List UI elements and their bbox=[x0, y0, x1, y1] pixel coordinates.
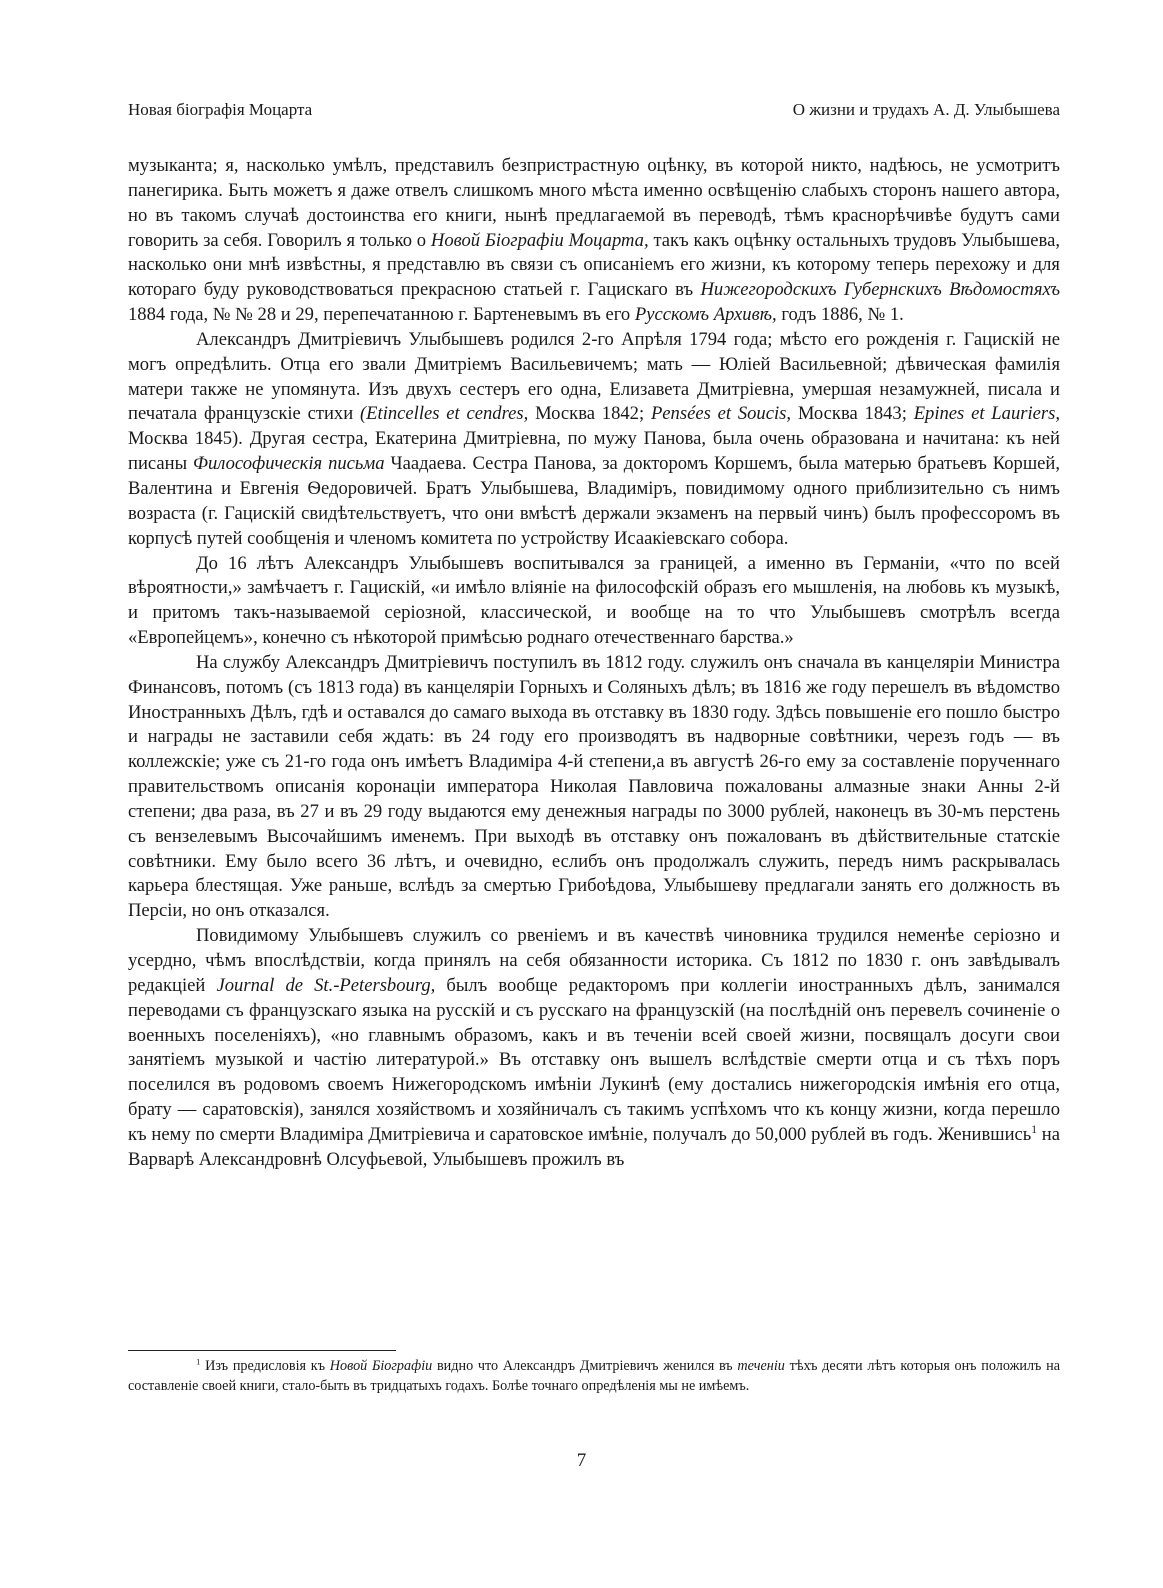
text-run: былъ вообще редакторомъ при коллегіи иностранныхъ дѣлъ, занимался переводами съ французскаго языка на русскій и съ русскаго на французскій (на послѣдній онъ перевелъ сочиненіе о военныхъ поселеніяхъ), «но главнымъ образомъ, какъ и въ теченіи всей своей жизни, посвящалъ досуги свои занятіемъ музыкой и частію литературой.» Въ отставку онъ вышелъ вслѣдствіе смерти отца и съ тѣхъ поръ поселился въ родовомъ своемъ Нижегородскомъ имѣніи Лукинѣ (ему достались нижегородскія имѣнія его отца, брату — саратовскія), занялся хозяйствомъ и хозяйничалъ съ такимъ успѣхомъ что къ концу жизни, когда перешло къ нему по смерти Владиміра Дмитріевича и саратовское имѣніе, получалъ до 50,000 рублей въ годъ. Женившись bbox=[128, 974, 1060, 1145]
text-run: тѣхъ десяти лѣтъ которыя онъ положилъ на составленіе своей книги, стало-быть въ тридцатыхъ годахъ. Болѣе точнаго опредѣленія мы не имѣемъ. bbox=[128, 1358, 1061, 1394]
text-run: годъ 1886, № 1. bbox=[776, 304, 904, 326]
italic-title-etincelles: (Etincelles et cendres, bbox=[359, 403, 529, 425]
paragraph-4: На службу Александръ Дмитріевичъ поступилъ въ 1812 году. служилъ онъ сначала въ канцеляріи Министра Финансовъ, потомъ (съ 1813 года) въ канцеляріи Горныхъ и Соляныхъ дѣлъ; въ 1816 же году перешелъ въ вѣдомство Иностранныхъ Дѣлъ, гдѣ и оставался до самаго выхода въ отставку въ 1830 году. Здѣсь повышеніе его пошло быстро и награды не заставили себя ждать: въ 24 году его производятъ въ надворные совѣтники, черезъ годъ — въ коллежскіе; уже съ 21-го года онъ имѣетъ Владиміра 4-й степени,а въ августѣ 26-го ему за составленіе порученнаго правительствомъ описанія коронаціи императора Николая Павловича пожалованы алмазные знаки Анны 2-й степени; два раза, въ 27 и въ 29 году выдаются ему денежныя награды по 3000 рублей, наконецъ въ 30-мъ перстень съ вензелевымъ Высочайшимъ именемъ. При выходѣ въ отставку онъ пожалованъ въ дѣйствительные статскіе совѣтники. Ему было всего 36 лѣтъ, и очевидно, еслибъ онъ продолжалъ служить, передъ нимъ раскрывалась карьера блестящая. Уже раньше, вслѣдъ за смертью Грибоѣдова, Улыбышеву предлагали занять его должность въ Персіи, но онъ отказался. bbox=[128, 651, 1060, 922]
italic-title-new-biography: Новой Біографіи bbox=[329, 1358, 433, 1374]
italic-title-pensees: Pensées et Soucis, bbox=[650, 403, 792, 425]
text-run: 1884 года, № № 28 и 29, перепечатанною г. Бартеневымъ въ его bbox=[128, 304, 635, 326]
running-header bbox=[128, 100, 1060, 124]
paragraph-5 bbox=[128, 924, 1060, 1172]
text-run: Чаадаева. Сестра Панова, за докторомъ Коршемъ, была матерью братьевъ Коршей, Валентина и Евгенія Ѳедоровичей. Братъ Улыбышева, Владиміръ, повидимому одного приблизительно съ нимъ возраста (г. Гацискій свидѣтельствуетъ, что они вмѣстѣ держали экзаменъ на первый чинъ) былъ профессоромъ въ корпусѣ путей сообщенія и членомъ комитета по устройству Исаакіевскаго собора. bbox=[128, 453, 1060, 549]
paragraph-1 bbox=[128, 154, 1060, 328]
text-run: Александръ Дмитріевичъ Улыбышевъ родился 2-го Апрѣля 1794 года; мѣсто его рожденія г. Гацискій не могъ опредѣлить. Отца его звали Дмитріемъ Васильевичемъ; мать — Юліей Васильевной; дѣвическая фамилія матери также не упомянута. Изъ двухъ сестеръ его одна, Елизавета Дмитріевна, умершая незамужней, писала и печатала французскіе стихи bbox=[128, 328, 1060, 425]
footnote-reference[interactable]: 1 bbox=[1031, 1123, 1038, 1136]
text-run: Повидимому Улыбышевъ служилъ со рвеніемъ и въ качествѣ чиновника трудился неменѣе серіозно и усердно, чѣмъ впослѣдствіи, когда принялъ на себя обязанности историка. Съ 1812 по 1830 г. онъ завѣдывалъ редакціей bbox=[128, 925, 1060, 996]
italic-title-journal: Journal de St.-Petersbourg, bbox=[216, 974, 436, 996]
footnote-separator bbox=[128, 1350, 396, 1351]
text-run: Москва 1842; bbox=[528, 403, 651, 425]
paragraph-2 bbox=[128, 328, 1060, 552]
text-run: такъ какъ оцѣнку остальныхъ трудовъ Улыбышева, насколько они мнѣ извѣстны, я представлю въ связи съ описаніемъ его жизни, къ которому теперь перехожу и для котораго буду руководствоваться прекрасною статьей г. Гацискаго въ bbox=[128, 229, 1060, 301]
italic-word: теченіи bbox=[737, 1358, 785, 1374]
footnote-text bbox=[128, 1357, 1060, 1396]
footnote-marker: 1 bbox=[196, 1356, 201, 1367]
italic-title-russian-archive: Русскомъ Архивѣ, bbox=[634, 304, 777, 326]
italic-title-epines: Epines et Lauriers, bbox=[913, 403, 1061, 425]
header-book-title: Новая біографія Моцарта bbox=[128, 100, 313, 119]
footnote bbox=[128, 1357, 1060, 1396]
text-run: видно что Александръ Дмитріевичъ женился въ bbox=[432, 1358, 738, 1374]
text-run: Москва 1845). Другая сестра, Екатерина Дмитріевна, по мужу Панова, была очень образована и начитана: къ ней писаны bbox=[128, 428, 1060, 475]
text-run: Москва 1843; bbox=[791, 403, 914, 425]
header-chapter-title: О жизни и трудахъ А. Д. Улыбышева bbox=[792, 100, 1060, 119]
italic-title-letters: Философическія письма bbox=[193, 453, 385, 475]
page-number: 7 bbox=[576, 1450, 587, 1471]
italic-title-new-biography: Новой Біографіи Моцарта, bbox=[430, 229, 649, 251]
text-run: на Варварѣ Александровнѣ Олсуфьевой, Улыбышевъ прожилъ въ bbox=[128, 1123, 1061, 1170]
text-run: музыканта; я, насколько умѣлъ, представилъ безпристрастную оцѣнку, въ которой никто, надѣюсь, не усмотритъ панегирика. Быть можетъ я даже отвелъ слишкомъ много мѣста именно освѣщенію слабыхъ сторонъ нашего автора, но въ такомъ случаѣ достоинства его книги, нынѣ предлагаемой въ переводѣ, тѣмъ краснорѣчивѣе будутъ сами говорить за себя. Говорилъ я только о bbox=[128, 155, 1060, 251]
paragraph-3: До 16 лѣтъ Александръ Улыбышевъ воспитывался за границей, а именно въ Германіи, «что по всей вѣроятности,» замѣчаетъ г. Гацискій, «и имѣло вліяніе на философскій образъ его мышленія, на любовь къ музыкѣ, и притомъ такъ-называемой серіозной, классической, и вообще на то что Улыбышевъ смотрѣлъ всегда «Европейцемъ», конечно съ нѣкоторой примѣсью роднаго отечественнаго барства.» bbox=[128, 552, 1060, 649]
italic-title-gazette: Нижегородскихъ Губернскихъ Вѣдомостяхъ bbox=[700, 279, 1060, 301]
main-text bbox=[128, 154, 1060, 1173]
text-run: Изъ предисловія къ bbox=[200, 1358, 330, 1374]
